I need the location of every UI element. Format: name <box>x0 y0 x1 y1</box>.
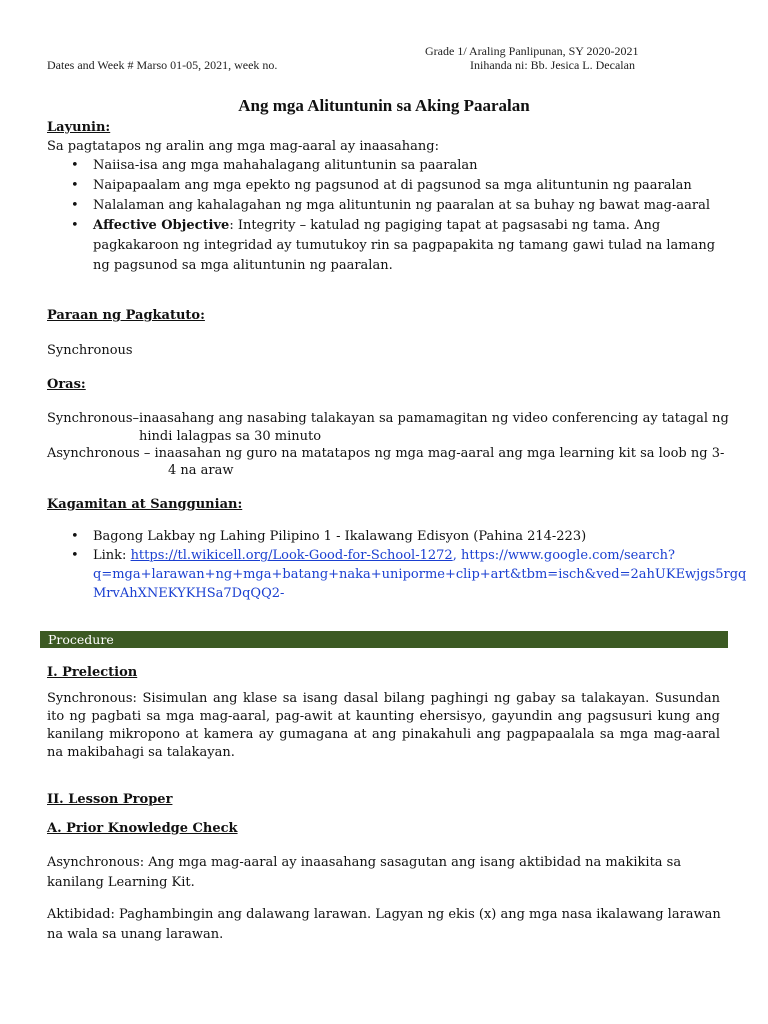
kagamitan-heading: Kagamitan at Sanggunian: <box>47 497 243 512</box>
layunin-item: Naiisa-isa ang mga mahahalagang alituntunin sa paaralan <box>93 158 478 173</box>
affective-text-line: pagkakaroon ng integridad ay tumutukoy rin sa pagpapakita ng tamang gawi tulad na lamang <box>93 238 716 253</box>
affective-objective <box>93 216 660 236</box>
oras-async-cont: 4 na araw <box>168 463 234 478</box>
kagamitan-book: Bagong Lakbay ng Lahing Pilipino 1 - Ikalawang Edisyon (Pahina 214-223) <box>93 529 587 544</box>
header-prepared-by: Inihanda ni: Bb. Jesica L. Decalan <box>470 58 635 72</box>
bullet-dot: • <box>71 198 79 213</box>
document-title: Ang mga Alituntunin sa Aking Paaralan <box>238 96 530 115</box>
bullet-dot: • <box>71 158 79 173</box>
layunin-item: Nalalaman ang kahalagahan ng mga alituntunin ng paaralan at sa buhay ng bawat mag-aaral <box>93 198 711 213</box>
bullet-dot: • <box>71 218 79 233</box>
link-label: Link: <box>93 548 131 563</box>
bullet-dot: • <box>71 548 79 563</box>
google-link-cont[interactable]: MrvAhXNEKYKHSa7DqQQ2- <box>93 586 285 601</box>
affective-text: : Integrity – katulad ng pagiging tapat at pagsasabi ng tama. Ang <box>229 218 661 233</box>
oras-sync-cont: hindi lalagpas sa 30 minuto <box>139 429 322 444</box>
google-link-cont[interactable]: q=mga+larawan+ng+mga+batang+naka+uniporme+clip+art&tbm=isch&ved=2ahUKEwjgs5rgq <box>93 567 747 582</box>
affective-label: Affective Objective <box>93 218 230 233</box>
layunin-intro: Sa pagtatapos ng aralin ang mga mag-aaral ay inaasahang: <box>47 139 439 154</box>
prior-knowledge-heading: A. Prior Knowledge Check <box>47 821 238 836</box>
aktibidad-text: Aktibidad: Paghambingin ang dalawang larawan. Lagyan ng ekis (x) ang mga nasa ikalawang larawan <box>47 907 721 922</box>
lesson-async-text: kanilang Learning Kit. <box>47 875 195 890</box>
oras-sync: Synchronous–inaasahang ang nasabing talakayan sa pamamagitan ng video conferencing ay tatagal ng <box>47 411 729 426</box>
lesson-proper-heading: II. Lesson Proper <box>47 792 173 807</box>
procedure-bar: Procedure <box>40 631 728 648</box>
google-link[interactable]: https://www.google.com/search? <box>460 548 675 563</box>
bullet-dot: • <box>71 178 79 193</box>
oras-async: Asynchronous – inaasahan ng guro na matatapos ng mga mag-aaral ang mga learning kit sa loob ng 3- <box>47 446 725 461</box>
lesson-async-text: Asynchronous: Ang mga mag-aaral ay inaasahang sasagutan ang isang aktibidad na makikita sa <box>47 855 682 870</box>
bullet-dot: • <box>71 529 79 544</box>
paraan-value: Synchronous <box>47 343 133 358</box>
header-dates: Dates and Week # Marso 01-05, 2021, week no. <box>47 58 278 72</box>
layunin-heading: Layunin: <box>47 120 111 135</box>
link-separator: , <box>452 548 461 563</box>
oras-heading: Oras: <box>47 377 86 392</box>
prelection-heading: I. Prelection <box>47 665 138 680</box>
header-grade: Grade 1/ Araling Panlipunan, SY 2020-2021 <box>425 44 639 58</box>
affective-text-line: ng pagsunod sa mga alituntunin ng paaralan. <box>93 258 393 273</box>
layunin-item: Naipapaalam ang mga epekto ng pagsunod at di pagsunod sa mga alituntunin ng paaralan <box>93 178 692 193</box>
prelection-text: Synchronous: Sisimulan ang klase sa isang dasal bilang paghingi ng gabay sa talakayan. Susundan ito ng pagbati sa mga mag-aaral, pag-awit at kaunting ehersisyo, gayundin ang pagsusuri kung ang kanilang mikropono at kamera ay gumagana at ang pinakahuli ang pagpapaalala sa mga mag-aaral na makibahagi sa talakayan. <box>47 691 720 760</box>
aktibidad-text: na wala sa unang larawan. <box>47 927 224 942</box>
wikicell-link[interactable]: https://tl.wikicell.org/Look-Good-for-School-1272 <box>130 548 453 563</box>
paraan-heading: Paraan ng Pagkatuto: <box>47 308 205 323</box>
kagamitan-links <box>93 546 675 566</box>
